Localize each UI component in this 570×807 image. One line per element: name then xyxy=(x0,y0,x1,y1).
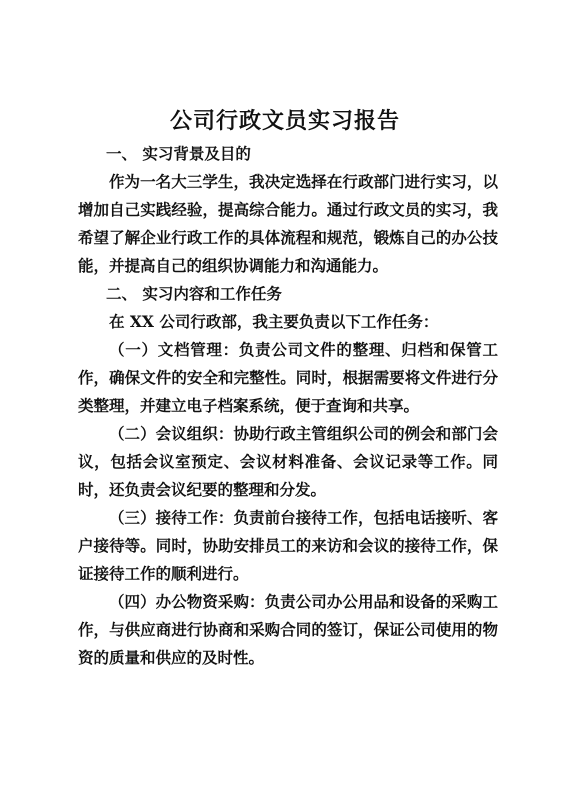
paragraph-office-procurement: （四）办公物资采购：负责公司办公用品和设备的采购工作，与供应商进行协商和采购合同的签订，保证公司使用的物资的质量和供应的及时性。 xyxy=(78,592,498,667)
document-body xyxy=(78,140,498,672)
paragraph-reception-work: （三）接待工作：负责前台接待工作，包括电话接听、客户接待等。同时，协助安排员工的来访和会议的接待工作，保证接待工作的顺利进行。 xyxy=(78,508,498,583)
paragraph-meeting-organization: （二）会议组织：协助行政主管组织公司的例会和部门会议，包括会议室预定、会议材料准备、会议记录等工作。同时，还负责会议纪要的整理和分发。 xyxy=(78,424,498,499)
paragraph-background-purpose: 作为一名大三学生，我决定选择在行政部门进行实习，以增加自己实践经验，提高综合能力。通过行政文员的实习，我希望了解企业行政工作的具体流程和规范，锻炼自己的办公技能，并提高自己的组织协调能力和沟通能力。 xyxy=(78,172,498,275)
section-heading-tasks: 二、 实习内容和工作任务 xyxy=(106,284,282,303)
section-heading-background: 一、 实习背景及目的 xyxy=(106,144,251,163)
paragraph-tasks-intro: 在 XX 公司行政部，我主要负责以下工作任务： xyxy=(109,312,439,331)
paragraph-document-management: （一）文档管理：负责公司文件的整理、归档和保管工作，确保文件的安全和完整性。同时，根据需要将文件进行分类整理，并建立电子档案系统，便于查询和共享。 xyxy=(78,340,498,415)
document-title: 公司行政文员实习报告 xyxy=(169,108,400,134)
